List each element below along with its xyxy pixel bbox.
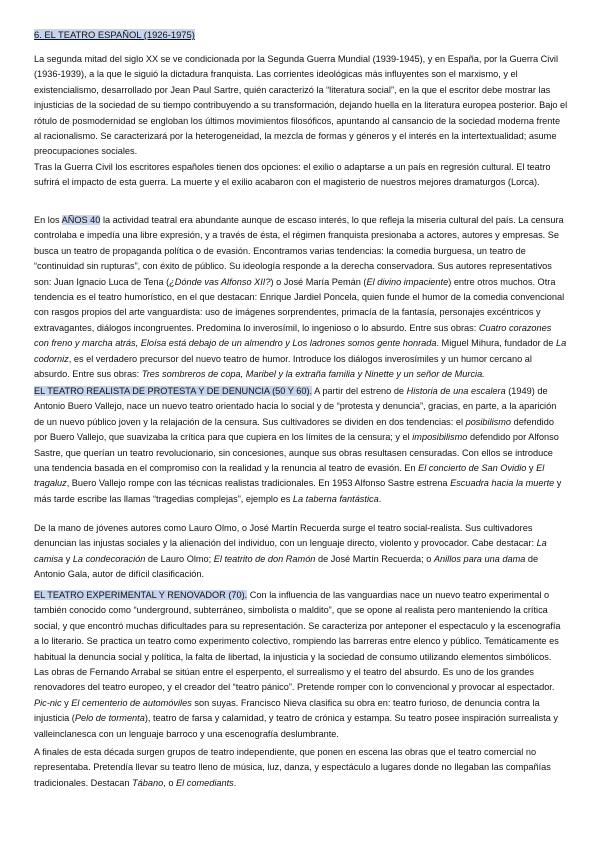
- paragraph-teatro-independiente: A finales de esta década surgen grupos de teatro independiente, que ponen en escena las obras que el teatro comercial no representaba. Pretendía llevar su teatro lleno de música, luz, danza, y espectáculo a lugares donde no llegaban las compañías tradicionales. Destacan Tábano, o El comediants.: [34, 747, 551, 788]
- paragraph-teatro-experimental: EL TEATRO EXPERIMENTAL Y RENOVADOR (70). Con la influencia de las vanguardias nace un nuevo teatro experimental o también conocido como “underground, subterráneo, simbolista o maldito”, que se opone al realista pero manteniendo la crítica social, y que encontró muchas dificultades para su representación. Se caracteriza por anteponer el espectaculo y la escenografía a lo literario. Se practica un teatro como experimento colectivo, rompiendo las barreras entre elenco y público. Temáticamente es habitual la denuncia social y política, la falta de libertad, la injusticia y la sociedad de consumo utilizando elementos simbólicos. Las obras de Fernando Arrabal se sitúan entre el esperpento, el surrealismo y el teatro del absurdo. Es uno de los grandes renovadores del teatro europeo, y el creador del “teatro pánico”. Pretende romper con lo convencional y provocar al espectador. Pic-nic y El cementerio de automóviles son suyas. Francisco Nieva clasifica su obra en: teatro furioso, de denuncia contra la injusticia (Pelo de tormenta), teatro de farsa y calamidad, y teatro de crónica y estampa. Su teatro posee inspiración surrealista y valleinclanesca con un lenguaje barroco y una escenografía deslumbrante.: [34, 590, 561, 739]
- paragraph-social-realista: De la mano de jóvenes autores como Lauro Olmo, o José Martín Recuerda surge el teatro social-realista. Sus cultivadores denuncian las injustas sociales y la alienación del individuo, con un lenguaje directo, violento y provocador. Cabe destacar: La camisa y La condecoración de Lauro Olmo; El teatrito de don Ramón de José Martín Recuerda; o Anillos para una dama de Antonio Gala, autor de difícil clasificación.: [34, 523, 547, 580]
- paragraph-civil-war: Tras la Guerra Civil los escritores españoles tienen dos opciones: el exilio o adaptarse a un país en regresión cultural. El teatro sufrirá el impacto de esta guerra. La muerte y el exilio acabaron con el magisterio de nuestros mejores dramaturgos (Lorca).: [34, 162, 551, 188]
- teatro-experimental-heading: EL TEATRO EXPERIMENTAL Y RENOVADOR (70).: [34, 590, 248, 600]
- paragraph-anos-40: En los AÑOS 40 la actividad teatral era abundante aunque de escaso interés, lo que refleja la miseria cultural del país. La censura controlaba e impedía una libre expresión, y a través de ésta, el régimen franquista presionaba a actores, autores y empresas. Se busca un teatro de propaganda política o de evasión. Encontramos varias tendencias: la comedia burguesa, un teatro de “continuidad sin rupturas”, con éxito de público. Su ideología responde a la derecha conservadora. Sus autores representativos son: Juan Ignacio Luca de Tena (¿Dónde vas Alfonso XII?) o José María Pemán (El divino impaciente) entre otros muchos. Otra tendencia es el teatro humorístico, en el que destacan: Enrique Jardiel Poncela, quien funde el humor de la comedia convencional con rasgos propios del arte vanguardista: uso de imágenes sorprendentes, primacía de la fantasía, personajes excéntricos y extravagantes, diálogos incongruentes. Predomina lo inverosímil, lo ingenioso o lo absurdo. Entre sus obras: Cuatro corazones con freno y marcha atrás, Eloísa está debajo de un almendro y Los ladrones somos gente honrada. Miguel Mihura, fundador de La codorniz, es el verdadero precursor del nuevo teatro de humor. Introduce los diálogos inverosímiles y un humor cercano al absurdo. Entre sus obras: Tres sombreros de copa, Maribel y la extraña familia y Ninette y un señor de Murcia.: [34, 215, 567, 380]
- teatro-realista-heading: EL TEATRO REALISTA DE PROTESTA Y DE DENUNCIA (50 Y 60).: [34, 386, 313, 396]
- paragraph-teatro-realista: EL TEATRO REALISTA DE PROTESTA Y DE DENUNCIA (50 Y 60). A partir del estreno de Historia de una escalera (1949) de Antonio Buero Vallejo, nace un nuevo teatro orientado hacia lo social y de “protesta y denuncia”, gracias, en parte, a la aparición de un nuevo público joven y la relajación de la censura. Sus cultivadores se dividen en dos tendencias: el posibilismo defendido por Buero Vallejo, que suavizaba la crítica para que cupiera en los límites de la censura; y el imposibilismo defendido por Alfonso Sastre, que querían un teatro revolucionario, sin concesiones, aunque sus obras resultasen censuradas. Con ellos se introduce una tendencia basada en el compromiso con la realidad y la renuncia al teatro de evasión. En El concierto de San Ovidio y El tragaluz, Buero Vallejo rompe con las técnicas realistas tradicionales. En 1953 Alfonso Sastre estrena Escuadra hacia la muerte y más tarde escribe las llamas “tragedias complejas”, ejemplo es La taberna fantástica.: [34, 386, 562, 504]
- section-heading: [34, 28, 195, 41]
- anos-40-highlight: AÑOS 40: [61, 215, 101, 225]
- section-heading-text: 6. EL TEATRO ESPAÑOL (1926-1975): [34, 29, 195, 40]
- paragraph-context: La segunda mitad del siglo XX se ve condicionada por la Segunda Guerra Mundial (1939-1945), y en España, por la Guerra Civil (1936-1939), a la que le siguió la dictadura franquista. Las corrientes ideológicas más influyentes son el marxismo, y el existencialismo, desarrollado por Jean Paul Sartre, quién caracterizó la “literatura social”, en la que el escritor debe mostrar las injusticias de la sociedad de su tiempo contribuyendo a su transformación, dejando huella en la literatura europea posterior. Bajo el rótulo de posmodernidad se engloban los últimos movimientos filosóficos, apuntando al cansancio de la sociedad moderna frente al racionalismo. Se caracterizará por la heterogeneidad, la mezcla de formas y géneros y el interés en la intertextualidad; asume preocupaciones sociales.: [34, 54, 568, 157]
